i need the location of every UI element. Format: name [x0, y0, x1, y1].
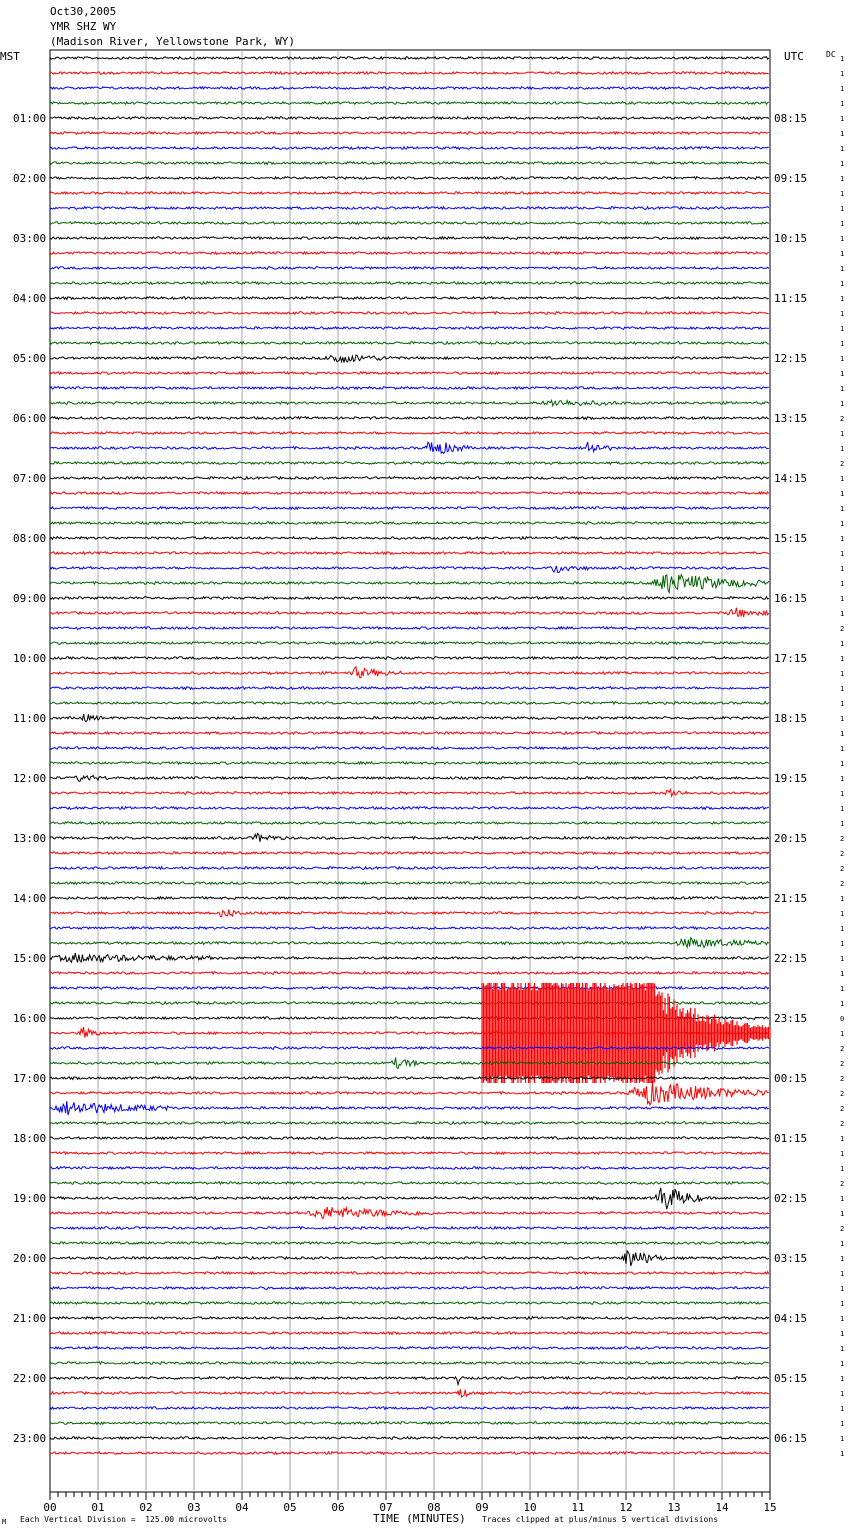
dc-value: 1 [840, 745, 845, 753]
dc-value: 1 [840, 130, 845, 138]
utc-hour-label: 05:15 [774, 1372, 808, 1385]
seismic-trace [50, 1188, 769, 1209]
dc-value: 1 [840, 1390, 845, 1398]
seismic-trace [50, 657, 769, 660]
seismic-trace [50, 342, 769, 345]
dc-value: 2 [840, 1075, 845, 1083]
seismic-trace [50, 207, 769, 210]
mst-hour-label: 15:00 [13, 952, 47, 965]
seismic-trace [50, 1389, 769, 1397]
seismic-trace [50, 1437, 769, 1440]
dc-value: 1 [840, 445, 845, 453]
seismic-trace [50, 1317, 769, 1320]
dc-value: 2 [840, 1180, 845, 1188]
x-tick-label: 07 [379, 1501, 393, 1514]
dc-value: 1 [840, 1435, 845, 1443]
corner-mark: M [2, 1518, 7, 1526]
seismic-trace [50, 714, 769, 722]
seismic-trace [50, 162, 769, 165]
dc-value: 1 [840, 1345, 845, 1353]
seismic-trace [50, 87, 769, 90]
utc-hour-label: 12:15 [774, 352, 808, 365]
right-timezone-label: UTC [784, 50, 804, 63]
dc-value: 2 [840, 415, 845, 423]
dc-value: 1 [840, 565, 845, 573]
dc-value: 1 [840, 370, 845, 378]
utc-hour-label: 04:15 [774, 1312, 808, 1325]
x-tick-label: 14 [715, 1501, 729, 1514]
dc-value: 1 [840, 1300, 845, 1308]
dc-value: 1 [840, 1000, 845, 1008]
x-tick-label: 06 [331, 1501, 345, 1514]
utc-hour-label: 19:15 [774, 772, 808, 785]
x-tick-label: 15 [763, 1501, 777, 1514]
dc-value: 1 [840, 1420, 845, 1428]
dc-value: 2 [840, 1105, 845, 1113]
utc-hour-label: 00:15 [774, 1072, 808, 1085]
dc-value: 1 [840, 985, 845, 993]
utc-hour-label: 14:15 [774, 472, 808, 485]
dc-value: 1 [840, 1270, 845, 1278]
seismic-trace [50, 1152, 769, 1155]
utc-hour-label: 15:15 [774, 532, 808, 545]
x-tick-label: 03 [187, 1501, 201, 1514]
dc-value: 2 [840, 850, 845, 858]
dc-value: 1 [840, 805, 845, 813]
dc-value: 1 [840, 145, 845, 153]
seismic-trace [50, 1251, 769, 1266]
seismic-trace [50, 897, 769, 900]
utc-hour-label: 01:15 [774, 1132, 808, 1145]
dc-value: 2 [840, 835, 845, 843]
mst-hour-label: 08:00 [13, 532, 47, 545]
dc-value: 1 [840, 655, 845, 663]
x-tick-label: 13 [667, 1501, 681, 1514]
dc-value: 1 [840, 115, 845, 123]
dc-value: 1 [840, 535, 845, 543]
dc-value: 1 [840, 385, 845, 393]
mst-hour-label: 16:00 [13, 1012, 47, 1025]
dc-value: 1 [840, 1240, 845, 1248]
x-tick-label: 11 [571, 1501, 585, 1514]
mst-hour-label: 02:00 [13, 172, 47, 185]
seismic-trace [50, 1101, 769, 1115]
mst-hour-label: 14:00 [13, 892, 47, 905]
seismic-trace [50, 762, 769, 765]
seismic-trace [50, 852, 769, 855]
dc-value: 1 [840, 520, 845, 528]
dc-value: 1 [840, 1450, 845, 1458]
seismic-trace [50, 1332, 769, 1335]
seismic-trace [50, 252, 769, 255]
mst-hour-label: 05:00 [13, 352, 47, 365]
x-tick-label: 04 [235, 1501, 249, 1514]
utc-hour-label: 23:15 [774, 1012, 808, 1025]
seismic-trace [50, 1182, 769, 1185]
dc-value: 1 [840, 610, 845, 618]
x-tick-label: 12 [619, 1501, 633, 1514]
dc-value: 1 [840, 400, 845, 408]
dc-value: 0 [840, 1015, 845, 1023]
dc-value: 1 [840, 775, 845, 783]
seismic-trace [50, 1272, 769, 1275]
seismic-trace [50, 1422, 769, 1425]
dc-value: 1 [840, 340, 845, 348]
dc-value: 1 [840, 70, 845, 78]
seismic-trace [50, 1077, 769, 1080]
mst-hour-label: 18:00 [13, 1132, 47, 1145]
scale-note: Each Vertical Division = 125.00 microvolts [20, 1515, 228, 1524]
seismic-trace [50, 1227, 769, 1230]
seismic-trace [50, 987, 769, 990]
seismic-trace [50, 222, 769, 225]
seismic-trace [50, 882, 769, 885]
seismic-trace [50, 938, 769, 948]
mst-hour-label: 04:00 [13, 292, 47, 305]
dc-value: 1 [840, 205, 845, 213]
mst-hour-label: 06:00 [13, 412, 47, 425]
seismic-trace [50, 1347, 769, 1350]
seismic-trace [50, 627, 769, 630]
dc-value: 2 [840, 1225, 845, 1233]
seismic-trace [50, 790, 769, 797]
seismic-trace [50, 400, 769, 406]
seismic-trace [50, 732, 769, 735]
seismic-trace [50, 972, 769, 975]
left-timezone-label: MST [0, 50, 20, 63]
dc-value: 1 [840, 295, 845, 303]
x-tick-label: 09 [475, 1501, 489, 1514]
seismic-trace [50, 566, 769, 573]
seismic-trace [50, 1242, 769, 1245]
seismic-trace [50, 687, 769, 690]
dc-value: 1 [840, 175, 845, 183]
x-tick-label: 05 [283, 1501, 297, 1514]
mst-hour-label: 09:00 [13, 592, 47, 605]
seismic-trace [50, 297, 769, 300]
seismic-trace [50, 192, 769, 195]
dc-value: 1 [840, 100, 845, 108]
seismic-trace [50, 355, 769, 363]
seismic-trace [50, 927, 769, 930]
clipped-earthquake-signal [482, 983, 770, 1083]
utc-hour-label: 02:15 [774, 1192, 808, 1205]
seismic-trace [50, 522, 769, 525]
mst-hour-label: 23:00 [13, 1432, 47, 1445]
seismic-trace [50, 552, 769, 555]
seismic-trace [50, 177, 769, 180]
mst-hour-label: 07:00 [13, 472, 47, 485]
seismic-trace [50, 702, 769, 705]
dc-value: 1 [840, 595, 845, 603]
dc-value: 1 [840, 790, 845, 798]
dc-value: 1 [840, 250, 845, 258]
dc-value: 1 [840, 280, 845, 288]
utc-hour-label: 03:15 [774, 1252, 808, 1265]
seismic-trace [50, 492, 769, 495]
dc-value: 1 [840, 1135, 845, 1143]
seismic-trace [50, 642, 769, 645]
dc-value: 1 [840, 235, 845, 243]
seismic-trace [50, 1407, 769, 1410]
dc-value: 1 [840, 1405, 845, 1413]
dc-header-label: DC [826, 50, 836, 59]
mst-hour-label: 19:00 [13, 1192, 47, 1205]
seismic-trace [50, 1452, 769, 1455]
mst-hour-label: 01:00 [13, 112, 47, 125]
utc-hour-label: 11:15 [774, 292, 808, 305]
x-axis-title: TIME (MINUTES) [373, 1512, 466, 1525]
seismic-trace [50, 72, 769, 75]
utc-hour-label: 18:15 [774, 712, 808, 725]
dc-value: 1 [840, 955, 845, 963]
dc-value: 1 [840, 190, 845, 198]
seismic-trace [50, 1287, 769, 1290]
utc-hour-label: 10:15 [774, 232, 808, 245]
dc-value: 1 [840, 670, 845, 678]
seismic-trace [50, 807, 769, 810]
dc-value: 1 [840, 895, 845, 903]
seismic-trace [50, 432, 769, 435]
seismic-trace [50, 953, 769, 962]
seismic-trace [50, 312, 769, 315]
utc-hour-label: 17:15 [774, 652, 808, 665]
dc-value: 1 [840, 685, 845, 693]
dc-value: 2 [840, 1090, 845, 1098]
dc-value: 1 [840, 910, 845, 918]
utc-hour-label: 16:15 [774, 592, 808, 605]
seismic-trace [50, 372, 769, 375]
x-tick-label: 08 [427, 1501, 441, 1514]
dc-value: 1 [840, 1030, 845, 1038]
seismic-trace [50, 462, 769, 465]
seismic-trace [50, 102, 769, 105]
seismic-trace [50, 608, 769, 617]
seismic-trace [50, 1207, 769, 1219]
dc-value: 2 [840, 1045, 845, 1053]
seismic-trace [50, 1137, 769, 1140]
dc-value: 1 [840, 970, 845, 978]
seismic-trace [50, 747, 769, 750]
utc-hour-label: 13:15 [774, 412, 808, 425]
dc-value: 1 [840, 505, 845, 513]
dc-value: 1 [840, 1285, 845, 1293]
mst-hour-label: 13:00 [13, 832, 47, 845]
clip-note: Traces clipped at plus/minus 5 vertical divisions [482, 1515, 719, 1524]
dc-value: 2 [840, 865, 845, 873]
seismic-trace [50, 1302, 769, 1305]
seismic-trace [50, 867, 769, 870]
seismic-trace [50, 667, 769, 678]
chart-station: YMR SHZ WY [50, 20, 117, 33]
seismic-trace [50, 1122, 769, 1125]
seismic-trace [50, 442, 769, 454]
dc-value: 1 [840, 430, 845, 438]
seismic-trace [50, 132, 769, 135]
seismic-trace [50, 327, 769, 330]
dc-value: 1 [840, 730, 845, 738]
utc-hour-label: 09:15 [774, 172, 808, 185]
seismic-trace [50, 776, 769, 782]
mst-hour-label: 21:00 [13, 1312, 47, 1325]
seismic-trace [50, 1362, 769, 1365]
mst-hour-label: 22:00 [13, 1372, 47, 1385]
seismic-trace [50, 575, 769, 593]
dc-value: 1 [840, 760, 845, 768]
mst-hour-label: 11:00 [13, 712, 47, 725]
x-tick-label: 02 [139, 1501, 153, 1514]
seismic-trace [50, 822, 769, 825]
dc-value: 1 [840, 580, 845, 588]
dc-value: 1 [840, 1210, 845, 1218]
seismic-trace [50, 507, 769, 510]
dc-value: 1 [840, 355, 845, 363]
dc-value: 1 [840, 1330, 845, 1338]
seismic-trace [50, 910, 769, 917]
dc-value: 2 [840, 1120, 845, 1128]
dc-value: 1 [840, 1165, 845, 1173]
seismic-trace [50, 597, 769, 600]
chart-date: Oct30,2005 [50, 5, 117, 18]
dc-value: 1 [840, 220, 845, 228]
dc-value: 1 [840, 700, 845, 708]
dc-value: 1 [840, 55, 845, 63]
x-tick-label: 01 [91, 1501, 105, 1514]
dc-value: 1 [840, 85, 845, 93]
mst-hour-label: 20:00 [13, 1252, 47, 1265]
dc-value: 2 [840, 460, 845, 468]
seismic-trace [50, 833, 769, 841]
utc-hour-label: 21:15 [774, 892, 808, 905]
seismic-trace [50, 117, 769, 120]
seismic-trace [50, 57, 769, 60]
dc-value: 1 [840, 925, 845, 933]
x-tick-label: 00 [43, 1501, 57, 1514]
mst-hour-label: 12:00 [13, 772, 47, 785]
seismic-trace [50, 1167, 769, 1170]
dc-value: 1 [840, 1375, 845, 1383]
seismic-trace [50, 417, 769, 420]
dc-value: 1 [840, 475, 845, 483]
seismic-trace [50, 1081, 769, 1105]
dc-value: 1 [840, 1195, 845, 1203]
dc-value: 1 [840, 265, 845, 273]
dc-value: 1 [840, 550, 845, 558]
dc-value: 1 [840, 1360, 845, 1368]
utc-hour-label: 22:15 [774, 952, 808, 965]
utc-hour-label: 06:15 [774, 1432, 808, 1445]
utc-hour-label: 08:15 [774, 112, 808, 125]
seismic-trace [50, 1377, 769, 1385]
seismic-trace [50, 477, 769, 480]
mst-hour-label: 17:00 [13, 1072, 47, 1085]
seismic-trace [50, 387, 769, 390]
seismic-trace [50, 267, 769, 270]
dc-value: 1 [840, 490, 845, 498]
mst-hour-label: 03:00 [13, 232, 47, 245]
dc-value: 1 [840, 325, 845, 333]
dc-value: 2 [840, 1060, 845, 1068]
seismic-trace [50, 537, 769, 540]
dc-value: 1 [840, 715, 845, 723]
mst-hour-label: 10:00 [13, 652, 47, 665]
dc-value: 2 [840, 880, 845, 888]
chart-location: (Madison River, Yellowstone Park, WY) [50, 35, 296, 48]
utc-hour-label: 20:15 [774, 832, 808, 845]
dc-value: 1 [840, 1150, 845, 1158]
x-tick-label: 10 [523, 1501, 537, 1514]
dc-value: 1 [840, 940, 845, 948]
dc-value: 1 [840, 1315, 845, 1323]
dc-value: 1 [840, 640, 845, 648]
dc-value: 1 [840, 820, 845, 828]
dc-value: 1 [840, 1255, 845, 1263]
dc-value: 1 [840, 160, 845, 168]
seismic-trace [50, 147, 769, 150]
seismic-trace [50, 237, 769, 240]
dc-value: 2 [840, 625, 845, 633]
dc-value: 1 [840, 310, 845, 318]
seismic-trace [50, 282, 769, 285]
